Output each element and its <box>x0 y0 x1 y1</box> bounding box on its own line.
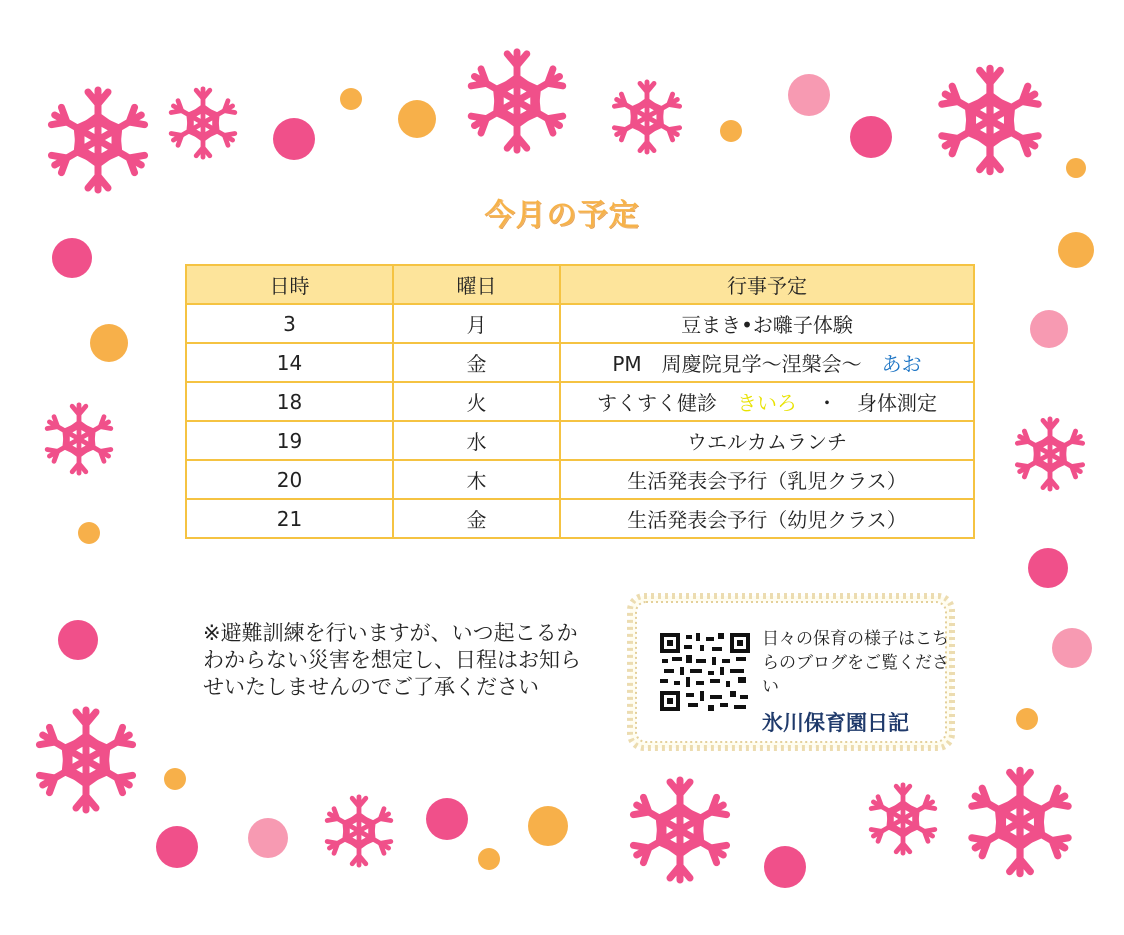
snowflake-icon <box>928 58 1052 182</box>
cell-event: 豆まき•お囃子体験 <box>560 304 974 343</box>
table-row <box>186 343 974 382</box>
table-row <box>186 421 974 460</box>
table-row <box>186 382 974 421</box>
cell-date: 21 <box>186 499 393 538</box>
cell-date: 3 <box>186 304 393 343</box>
decorative-dot <box>58 620 98 660</box>
snowflake-icon <box>620 770 740 890</box>
decorative-dot <box>273 118 315 160</box>
column-header-date: 日時 <box>186 265 393 304</box>
schedule-table <box>185 264 975 539</box>
cell-date: 20 <box>186 460 393 499</box>
blog-name-link[interactable]: 氷川保育園日記 <box>762 711 909 735</box>
page-title: 今月の予定 <box>484 198 640 233</box>
cell-weekday: 火 <box>393 382 560 421</box>
column-header-event: 行事予定 <box>560 265 974 304</box>
decorative-dot <box>478 848 500 870</box>
decorative-dot <box>52 238 92 278</box>
column-header-weekday: 曜日 <box>393 265 560 304</box>
snowflake-icon <box>958 760 1082 884</box>
snowflake-icon <box>38 80 158 200</box>
snowflake-icon <box>162 82 244 164</box>
decorative-dot <box>1066 158 1086 178</box>
snowflake-icon <box>26 700 146 820</box>
cell-date: 18 <box>186 382 393 421</box>
decorative-dot <box>788 74 830 116</box>
cell-weekday: 金 <box>393 499 560 538</box>
cell-date: 19 <box>186 421 393 460</box>
table-header-row <box>186 265 974 304</box>
decorative-dot <box>1016 708 1038 730</box>
decorative-dot <box>90 324 128 362</box>
table-row <box>186 499 974 538</box>
table-row <box>186 460 974 499</box>
decorative-dot <box>1052 628 1092 668</box>
snowflake-icon <box>1008 412 1092 496</box>
decorative-dot <box>764 846 806 888</box>
cell-event <box>560 343 974 382</box>
snowflake-icon <box>318 790 400 872</box>
cell-weekday: 金 <box>393 343 560 382</box>
snowflake-icon <box>862 778 944 860</box>
cell-date: 14 <box>186 343 393 382</box>
class-color-blue: あお <box>881 352 922 376</box>
blog-description: 日々の保育の様子はこちらのブログをご覧ください <box>762 629 949 697</box>
cell-weekday: 月 <box>393 304 560 343</box>
decorative-dot <box>720 120 742 142</box>
event-text: すくすく健診 <box>597 391 737 415</box>
decorative-dot <box>164 768 186 790</box>
cell-event: 生活発表会予行（幼児クラス） <box>560 499 974 538</box>
event-text: PM 周慶院見学～涅槃会～ <box>612 352 882 376</box>
cell-event: 生活発表会予行（乳児クラス） <box>560 460 974 499</box>
qr-code-icon[interactable] <box>660 633 750 711</box>
snowflake-icon <box>605 75 689 159</box>
evacuation-drill-note: ※避難訓練を行いますが、いつ起こるかわからない災害を想定し、日程はお知らせいたしませんのでご了承ください <box>203 621 581 699</box>
decorative-dot <box>78 522 100 544</box>
decorative-dot <box>398 100 436 138</box>
table-row <box>186 304 974 343</box>
event-text: ・ 身体測定 <box>797 391 937 415</box>
decorative-dot <box>426 798 468 840</box>
decorative-dot <box>156 826 198 868</box>
cell-weekday: 水 <box>393 421 560 460</box>
class-color-yellow: きいろ <box>737 391 797 415</box>
snowflake-icon <box>458 42 576 160</box>
cell-weekday: 木 <box>393 460 560 499</box>
cell-event <box>560 382 974 421</box>
cell-event: ウエルカムランチ <box>560 421 974 460</box>
decorative-dot <box>850 116 892 158</box>
decorative-dot <box>1058 232 1094 268</box>
decorative-dot <box>1030 310 1068 348</box>
decorative-dot <box>248 818 288 858</box>
decorative-dot <box>1028 548 1068 588</box>
decorative-dot <box>528 806 568 846</box>
decorative-dot <box>340 88 362 110</box>
snowflake-icon <box>38 398 120 480</box>
